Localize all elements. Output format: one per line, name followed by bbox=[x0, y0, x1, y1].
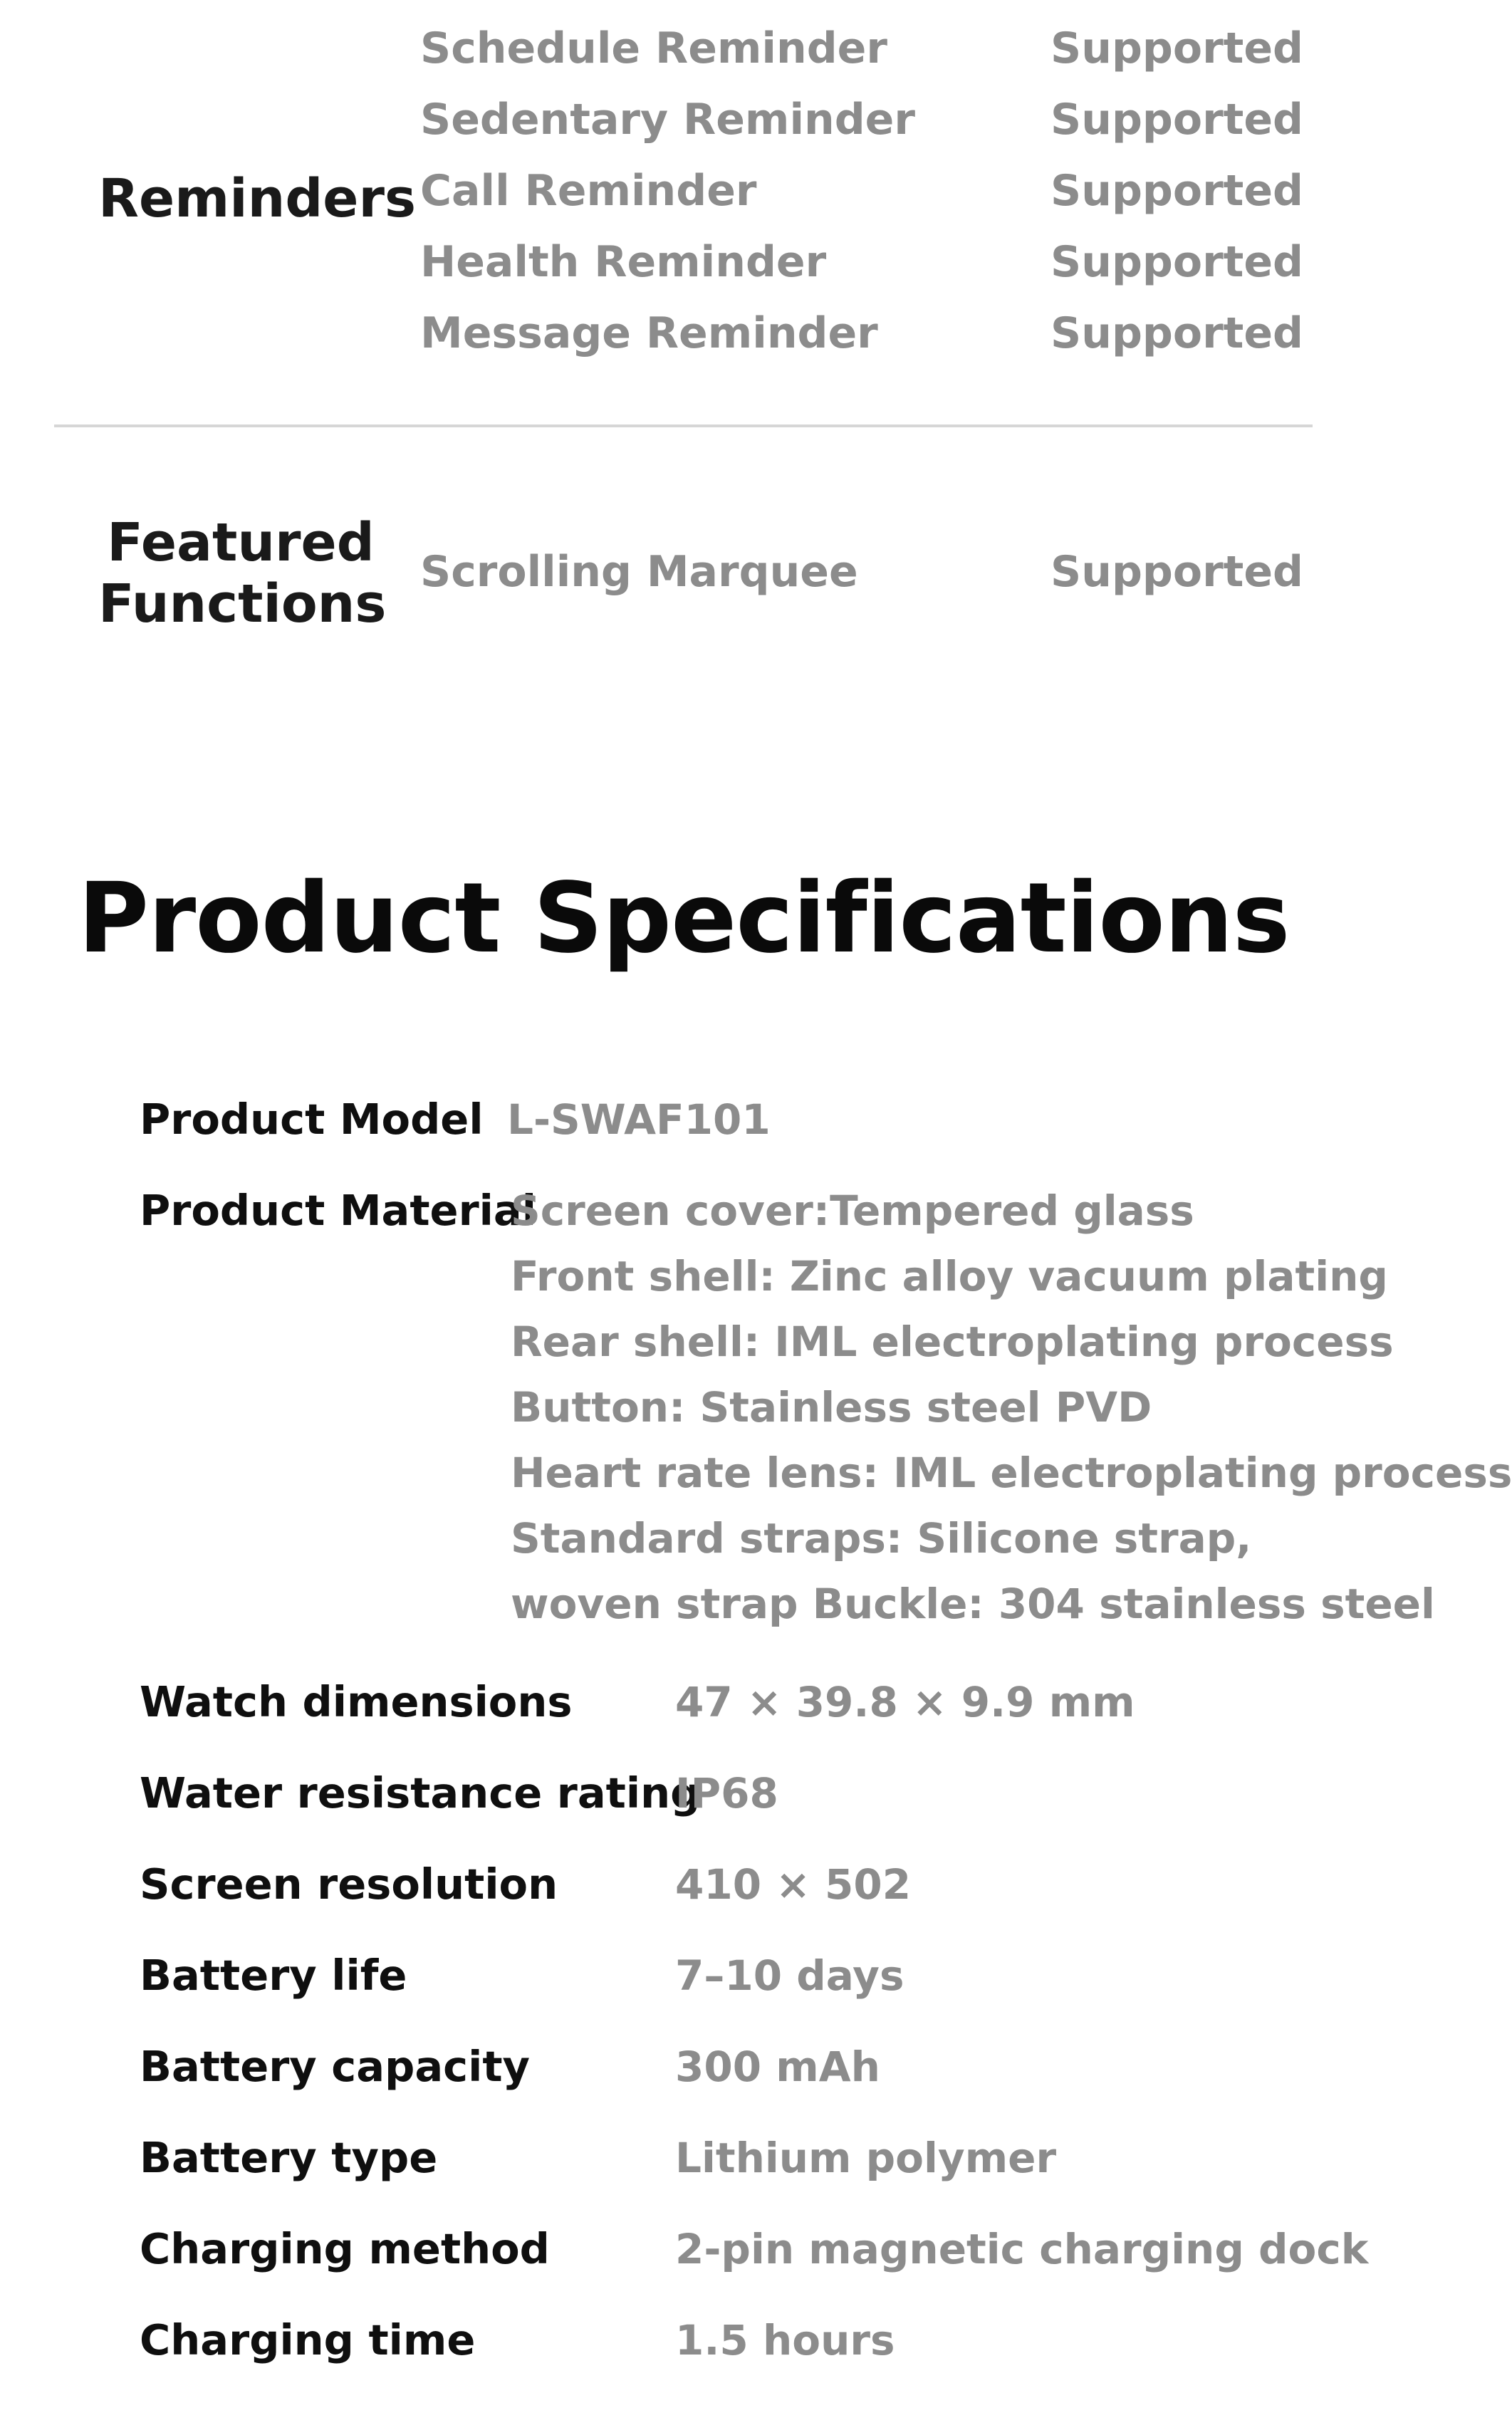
material-line: Screen cover:Tempered glass bbox=[511, 1187, 1194, 1235]
feature-value: Supported bbox=[1050, 237, 1303, 287]
feature-value: Supported bbox=[1050, 95, 1303, 145]
feature-value: Supported bbox=[1050, 166, 1303, 216]
feature-name: Scrolling Marquee bbox=[420, 547, 858, 597]
spec-value: Lithium polymer bbox=[675, 2134, 1057, 2182]
feature-value: Supported bbox=[1050, 547, 1303, 597]
spec-label: Product Material bbox=[140, 1186, 536, 1235]
feature-name: Sedentary Reminder bbox=[420, 95, 915, 145]
spec-label: Product Model bbox=[140, 1095, 484, 1144]
feature-value: Supported bbox=[1050, 308, 1303, 358]
spec-value: 300 mAh bbox=[675, 2043, 880, 2091]
spec-value: 2-pin magnetic charging dock bbox=[675, 2225, 1369, 2273]
feature-row-sedentary-reminder bbox=[420, 91, 1303, 148]
spec-value: L-SWAF101 bbox=[507, 1095, 771, 1144]
reminders-title: Reminders bbox=[98, 168, 417, 229]
spec-label: Water resistance rating bbox=[140, 1768, 701, 1818]
spec-label: Battery life bbox=[140, 1951, 407, 2000]
spec-value: 47 × 39.8 × 9.9 mm bbox=[675, 1678, 1135, 1726]
spec-label: Watch dimensions bbox=[140, 1677, 573, 1726]
spec-value: 1.5 hours bbox=[675, 2316, 895, 2364]
feature-row-message-reminder bbox=[420, 305, 1303, 362]
featured-functions-title bbox=[98, 512, 387, 635]
material-line: Button: Stainless steel PVD bbox=[511, 1383, 1152, 1432]
spec-value-material-list bbox=[511, 1178, 1512, 1637]
material-line: Front shell: Zinc alloy vacuum plating bbox=[511, 1252, 1388, 1300]
feature-name: Call Reminder bbox=[420, 166, 757, 216]
material-line: Heart rate lens: IML electroplating process bbox=[511, 1449, 1512, 1497]
featured-title-line1: Featured bbox=[107, 512, 375, 573]
spec-label: Battery type bbox=[140, 2133, 438, 2182]
feature-row-health-reminder bbox=[420, 234, 1303, 291]
material-line: Standard straps: Silicone strap, bbox=[511, 1514, 1252, 1563]
product-specifications-heading: Product Specifications bbox=[78, 862, 1290, 975]
feature-name: Schedule Reminder bbox=[420, 24, 887, 73]
feature-value: Supported bbox=[1050, 24, 1303, 73]
spec-value: IP68 bbox=[675, 1769, 778, 1818]
spec-value: 410 × 502 bbox=[675, 1860, 912, 1909]
feature-name: Message Reminder bbox=[420, 308, 878, 358]
material-line: woven strap Buckle: 304 stainless steel bbox=[511, 1580, 1435, 1628]
material-line: Rear shell: IML electroplating process bbox=[511, 1318, 1394, 1366]
spec-label: Charging time bbox=[140, 2315, 476, 2364]
spec-label: Charging method bbox=[140, 2224, 550, 2273]
section-divider bbox=[54, 424, 1313, 427]
feature-name: Health Reminder bbox=[420, 237, 827, 287]
feature-row-call-reminder bbox=[420, 162, 1303, 219]
featured-title-line2: Functions bbox=[98, 573, 387, 635]
spec-label: Battery capacity bbox=[140, 2042, 530, 2091]
feature-row-schedule-reminder bbox=[420, 20, 1303, 77]
feature-row-scrolling-marquee bbox=[420, 543, 1303, 600]
spec-label: Screen resolution bbox=[140, 1860, 558, 1909]
spec-value: 7–10 days bbox=[675, 1951, 904, 2000]
